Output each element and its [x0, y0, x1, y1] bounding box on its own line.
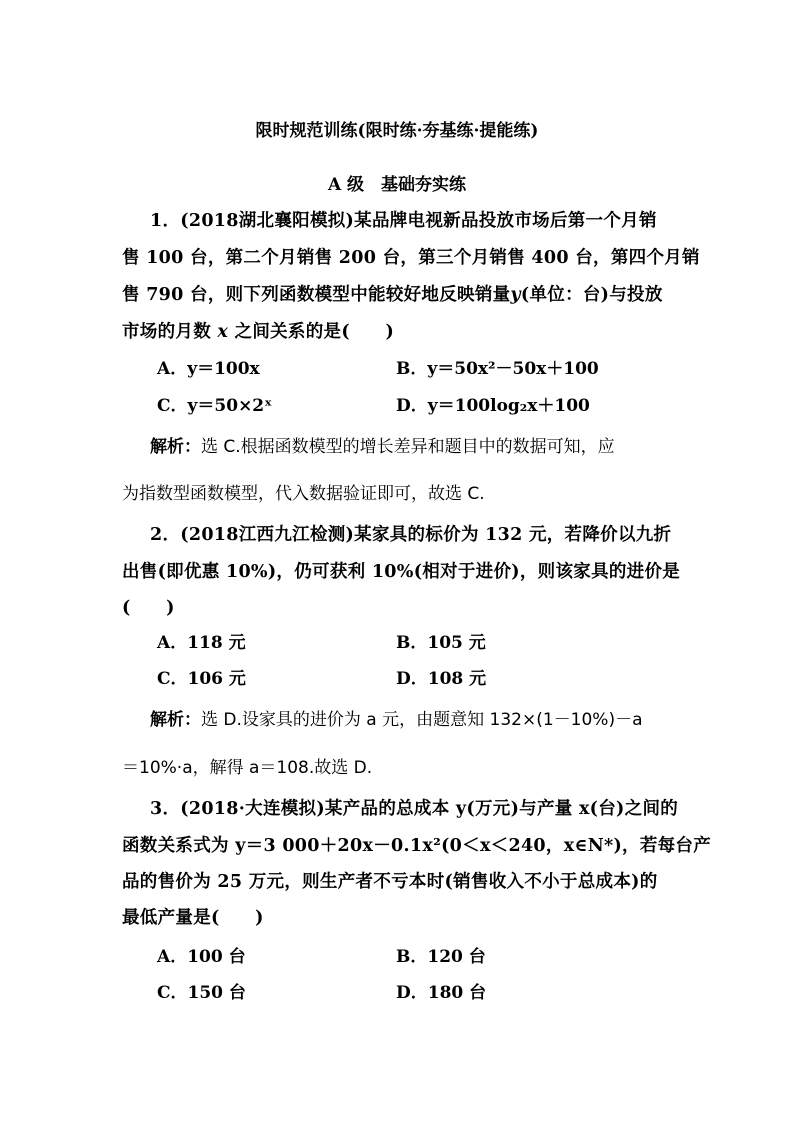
q1-solution-text-1: 选 C.根据函数模型的增长差异和题目中的数据可知，应	[201, 437, 615, 457]
q2-option-b: B．105 元	[396, 633, 486, 653]
q2-solution-line-2: ＝10%·a，解得 a＝108.故选 D.	[122, 758, 373, 778]
q1-option-a: A．y＝100x	[157, 359, 260, 379]
q2-option-a: A．118 元	[157, 633, 246, 653]
q2-solution-label: 解析：	[150, 710, 201, 730]
q1-solution-label: 解析：	[150, 437, 201, 457]
q1-option-b: B．y＝50x²－50x＋100	[396, 359, 599, 379]
q3-line-1: 3．(2018·大连模拟)某产品的总成本 y(万元)与产量 x(台)之间的	[150, 799, 679, 819]
q2-option-c: C．106 元	[157, 669, 246, 689]
q1-line-4	[122, 318, 394, 343]
q2-line-1: 2．(2018江西九江检测)某家具的标价为 132 元，若降价以九折	[150, 525, 672, 545]
q3-line-3: 品的售价为 25 万元，则生产者不亏本时(销售收入不小于总成本)的	[122, 872, 658, 892]
q1-solution-line-2: 为指数型函数模型，代入数据验证即可，故选 C.	[122, 484, 485, 504]
q2-line-2: 出售(即优惠 10%)，仍可获利 10%(相对于进价)，则该家具的进价是	[122, 562, 681, 582]
page-title: 限时规范训练(限时练·夯基练·提能练)	[255, 121, 539, 141]
q1-line-3-c: (单位：台)与投放	[520, 285, 663, 305]
q1-line-4-c: 之间关系的是( )	[228, 322, 395, 342]
q1-solution-line-1	[150, 432, 615, 457]
q1-var-x: x	[217, 322, 229, 342]
q3-option-d: D．180 台	[396, 983, 487, 1003]
q3-line-2: 函数关系式为 y＝3 000＋20x－0.1x²(0＜x＜240，x∈N*)，若每台产	[122, 836, 712, 856]
q1-line-2: 售 100 台，第二个月销售 200 台，第三个月销售 400 台，第四个月销	[122, 248, 700, 268]
q1-option-c: C．y＝50×2ˣ	[157, 396, 273, 416]
q2-option-d: D．108 元	[396, 669, 487, 689]
q1-var-y: y	[510, 285, 521, 305]
q2-solution-text-1: 选 D.设家具的进价为 a 元，由题意知 132×(1－10%)－a	[201, 710, 643, 730]
q2-line-3: ( )	[122, 598, 175, 618]
q3-option-b: B．120 台	[396, 947, 486, 967]
q1-line-3	[122, 281, 663, 306]
section-heading: A 级 基础夯实练	[327, 175, 467, 195]
q2-solution-line-1	[150, 705, 643, 730]
q1-line-1: 1．(2018湖北襄阳模拟)某品牌电视新品投放市场后第一个月销	[150, 211, 657, 231]
q1-line-4-a: 市场的月数	[122, 322, 218, 342]
q3-line-4: 最低产量是( )	[122, 908, 264, 928]
q1-option-d: D．y＝100log₂x＋100	[396, 396, 590, 416]
q1-line-3-a: 售 790 台，则下列函数模型中能较好地反映销量	[122, 285, 511, 305]
q3-option-c: C．150 台	[157, 983, 246, 1003]
q3-option-a: A．100 台	[157, 947, 246, 967]
